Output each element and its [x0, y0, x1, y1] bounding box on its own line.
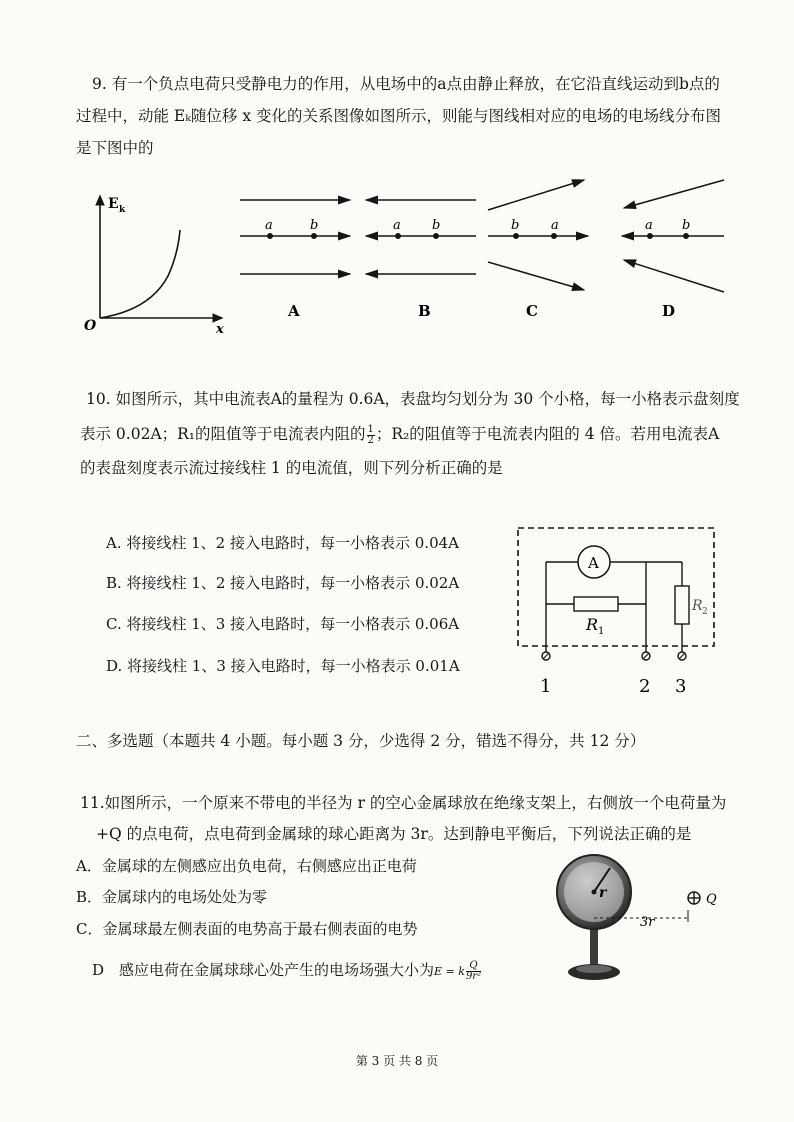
field-option-d — [612, 170, 732, 330]
distance-label: 3r — [640, 915, 655, 930]
formula-e-equals-k: E = k — [434, 965, 465, 978]
q11-option-c: C．金属球最左侧表面的电势高于最右侧表面的电势 — [76, 920, 418, 938]
formula-fraction: $\frac{Q}{\text{9r²}}$ — [465, 959, 482, 982]
dashed-enclosure — [518, 528, 714, 646]
field-option-c — [484, 170, 604, 330]
q10-option-b: B. 将接线柱 1、2 接入电路时，每一小格表示 0.02A — [106, 574, 460, 592]
terminal-3-label: 3 — [675, 676, 687, 697]
point-a-label: a — [645, 218, 653, 233]
y-axis-subscript: k — [119, 205, 126, 215]
point-b-label: b — [682, 218, 691, 233]
point-b-label: b — [310, 218, 319, 233]
r1-label: R — [586, 615, 599, 634]
point-b-label: b — [511, 218, 520, 233]
q10-option-c: C. 将接线柱 1、3 接入电路时，每一小格表示 0.06A — [106, 615, 460, 633]
x-axis-label: x — [216, 322, 224, 337]
ek-x-graph — [80, 188, 240, 338]
fraction-one-half: $\frac{1}{2}$ — [367, 423, 374, 446]
terminal-2-label: 2 — [639, 676, 651, 697]
q10-line2-part2: ；R₂的阻值等于电流表内阻的 4 倍。若用电流表A — [375, 425, 720, 443]
option-letter: C — [526, 302, 538, 320]
resistor-r2 — [675, 586, 689, 624]
point-a-label: a — [265, 218, 273, 233]
option-letter: D — [662, 302, 676, 320]
point-b-label: b — [432, 218, 441, 233]
r1-subscript: 1 — [598, 626, 605, 637]
field-option-b — [360, 188, 490, 328]
q11-line2: +Q 的点电荷，点电荷到金属球的球心距离为 3r。达到静电平衡后，下列说法正确的是 — [96, 825, 692, 843]
q11-line1: 11.如图所示，一个原来不带电的半径为 r 的空心金属球放在绝缘支架上，右侧放一个电荷量为 — [80, 794, 727, 812]
q10-line3: 的表盘刻度表示流过接线柱 1 的电流值，则下列分析正确的是 — [80, 459, 503, 477]
ammeter-label: A — [588, 554, 599, 572]
q10-line2 — [80, 424, 719, 446]
q11-option-b: B．金属球内的电场处处为零 — [76, 888, 268, 906]
option-letter: A — [288, 302, 300, 320]
radius-label: r — [599, 885, 607, 901]
insulating-stand — [590, 924, 598, 968]
r2-label: R — [692, 598, 703, 614]
y-axis-label: E — [108, 196, 119, 212]
q11-option-d-text: D 感应电荷在金属球球心处产生的电场场强大小为 — [92, 961, 435, 979]
ek-curve — [100, 230, 180, 318]
ammeter-circuit-diagram — [512, 524, 722, 699]
q10-line2-part1: 表示 0.02A；R₁的阻值等于电流表内阻的 — [80, 425, 366, 443]
page-number: 第 3 页 共 8 页 — [355, 1054, 439, 1068]
origin-label: O — [84, 318, 97, 334]
terminal-1-label: 1 — [540, 676, 552, 697]
q9-line1: 9. 有一个负点电荷只受静电力的作用，从电场中的a点由静止释放，在它沿直线运动到b点的 — [92, 75, 720, 93]
q10-option-d: D. 将接线柱 1、3 接入电路时，每一小格表示 0.01A — [106, 657, 460, 675]
r2-subscript: 2 — [702, 607, 708, 617]
resistor-r1 — [574, 597, 618, 611]
q11-option-d — [92, 960, 482, 982]
section-heading-multiple-choice: 二、多选题（本题共 4 小题。每小题 3 分，少选得 2 分，错选不得分，共 12 分） — [76, 732, 646, 750]
option-letter: B — [418, 302, 431, 320]
q10-option-a: A. 将接线柱 1、2 接入电路时，每一小格表示 0.04A — [106, 534, 459, 552]
point-a-label: a — [551, 218, 559, 233]
q9-line3: 是下图中的 — [76, 139, 154, 157]
q11-option-a: A．金属球的左侧感应出负电荷，右侧感应出正电荷 — [76, 857, 417, 875]
q9-line2: 过程中，动能 Eₖ随位移 x 变化的关系图像如图所示，则能与图线相对应的电场的电场线分布图 — [76, 107, 721, 125]
point-a-label: a — [393, 218, 401, 233]
field-option-a — [232, 188, 362, 328]
q10-line1: 10. 如图所示，其中电流表A的量程为 0.6A，表盘均匀划分为 30 个小格，每一小格表示盘刻度 — [86, 390, 740, 408]
metal-sphere-figure — [548, 848, 748, 988]
charge-label: Q — [706, 892, 717, 907]
